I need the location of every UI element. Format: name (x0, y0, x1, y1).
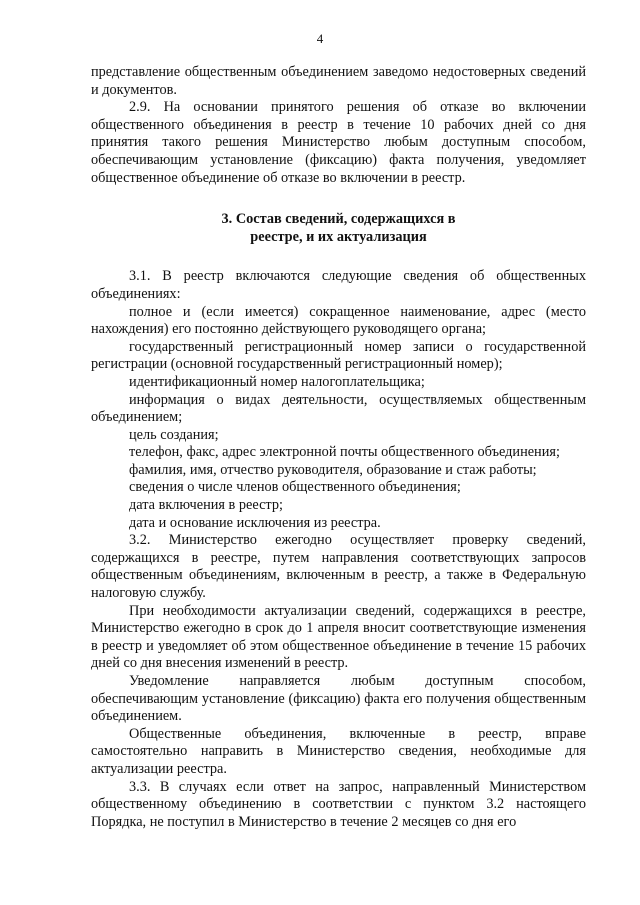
list-item-head-info: фамилия, имя, отчество руководителя, образование и стаж работы; (129, 461, 537, 478)
list-item-members-count: сведения о числе членов общественного объединения; (129, 479, 461, 496)
paragraph-continued: представление общественным объединением заведомо недостоверных сведений и документов. (91, 64, 586, 98)
paragraph-update: При необходимости актуализации сведений, содержащихся в реестре, Министерство ежегодно в срок до 1 апреля вносит соответствующие изменения в реестр и уведомляет об этом общественное объединение в течение 15 рабочих дней со дня внесения изменений в реестр. (91, 602, 586, 672)
section-heading-line-2: реестре, и их актуализация (250, 228, 427, 245)
paragraph-3-3: 3.3. В случаях если ответ на запрос, направленный Министерством общественному объединению в соответствии с пунктом 3.2 настоящего Порядка, не поступил в Министерство в течение 2 месяцев со дня его (91, 778, 586, 830)
list-item-contacts: телефон, факс, адрес электронной почты общественного объединения; (129, 444, 560, 461)
paragraph-2-9: 2.9. На основании принятого решения об отказе во включении общественного объединения в реестр в течение 10 рабочих дней со дня принятия такого решения Министерство любым доступным способом, обеспечивающим установление (фиксацию) факта получения, уведомляет общественное объединение об отказе во включении в реестр. (91, 99, 586, 186)
list-item-name-address: полное и (если имеется) сокращенное наименование, адрес (место нахождения) его постоянно действующего руководящего органа; (91, 303, 586, 338)
list-item-exclusion-date: дата и основание исключения из реестра. (129, 514, 381, 531)
document-body (91, 64, 586, 831)
list-item-purpose: цель создания; (129, 426, 219, 443)
page-number: 4 (316, 31, 324, 46)
paragraph-notification: Уведомление направляется любым доступным способом, обеспечивающим установление (фиксацию) факта его получения общественным объединением. (91, 673, 586, 725)
paragraph-3-2: 3.2. Министерство ежегодно осуществляет проверку сведений, содержащихся в реестре, путем направления соответствующих запросов общественным объединениям, включенным в реестр, а также в Федеральную налоговую службу. (91, 532, 586, 602)
paragraph-self-submission: Общественные объединения, включенные в реестр, вправе самостоятельно направить в Министерство сведения, необходимые для актуализации реестра. (91, 725, 586, 777)
list-item-inclusion-date: дата включения в реестр; (129, 497, 283, 514)
paragraph-3-1: 3.1. В реестр включаются следующие сведения об общественных объединениях: (91, 268, 586, 302)
section-heading-line-1: 3. Состав сведений, содержащихся в (221, 211, 456, 228)
list-item-tax-id: идентификационный номер налогоплательщика; (129, 373, 425, 390)
section-heading (91, 211, 586, 246)
list-item-registration-number: государственный регистрационный номер записи о государственной регистрации (основной государственный регистрационный номер); (91, 338, 586, 373)
list-item-activities: информация о видах деятельности, осуществляемых общественным объединением; (91, 391, 586, 426)
